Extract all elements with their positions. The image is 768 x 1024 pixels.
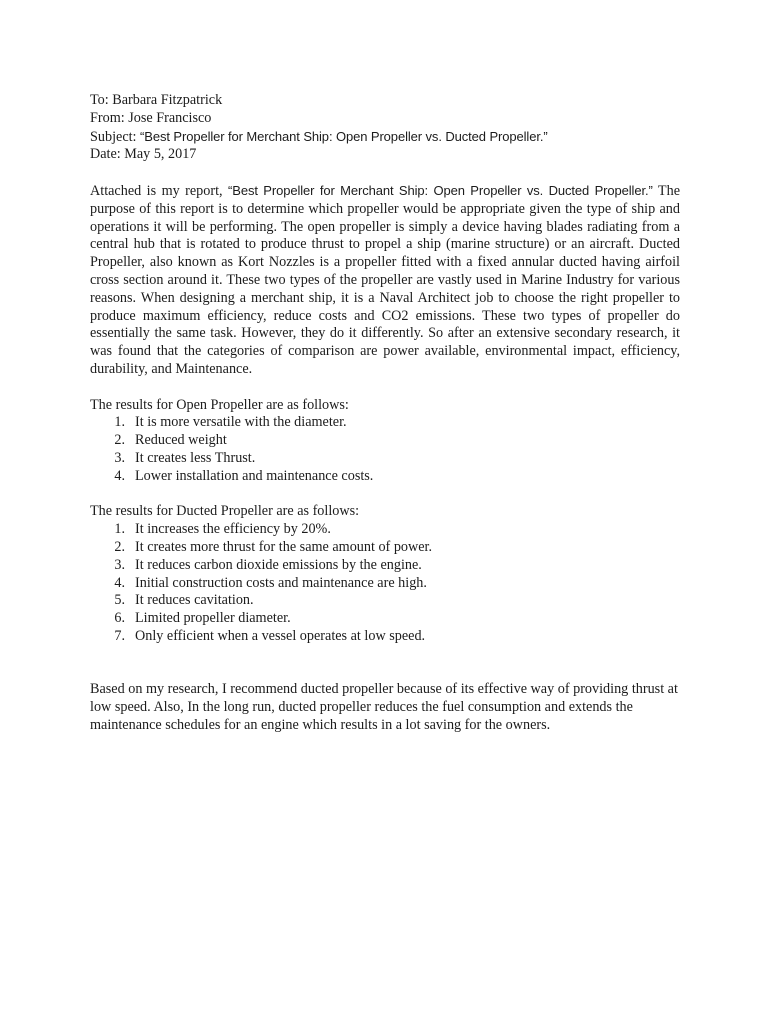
conclusion-paragraph: Based on my research, I recommend ducted propeller because of its effective way of providing thrust at low speed. Also, In the long run, ducted propeller reduces the fuel consumption and extends the maintenance schedules for an engine which results in a lot saving for the owners.	[90, 681, 678, 733]
spacer	[90, 646, 680, 664]
list-item	[90, 575, 680, 593]
memo-date: Date: May 5, 2017	[90, 146, 197, 163]
memo-subject-prefix: Subject:	[90, 128, 141, 145]
list-item-text: It reduces carbon dioxide emissions by the engine.	[135, 556, 422, 573]
list-item-text: It reduces cavitation.	[135, 592, 254, 609]
open-results-list	[90, 414, 680, 485]
list-item-number: 2.	[114, 538, 125, 555]
list-item-text: Limited propeller diameter.	[135, 610, 291, 627]
spacer	[90, 664, 680, 682]
spacer	[90, 379, 680, 397]
list-item-number: 2.	[114, 432, 125, 449]
memo-from: From: Jose Francisco	[90, 109, 212, 126]
list-item-text: Lower installation and maintenance costs.	[135, 467, 374, 484]
list-item-number: 4.	[114, 467, 125, 484]
list-item-number: 3.	[114, 449, 125, 466]
list-item-text: Reduced weight	[135, 432, 227, 449]
list-item	[90, 521, 680, 539]
list-item-number: 4.	[114, 574, 125, 591]
list-item	[90, 628, 680, 646]
intro-paragraph	[90, 182, 680, 379]
memo-to: To: Barbara Fitzpatrick	[90, 92, 223, 108]
list-item-text: It creates more thrust for the same amount of power.	[135, 538, 433, 555]
ducted-results-list	[90, 521, 680, 646]
list-item-number: 1.	[114, 414, 125, 431]
list-item	[90, 432, 680, 450]
list-item-number: 7.	[114, 627, 125, 644]
list-item-text: Only efficient when a vessel operates at low speed.	[135, 627, 426, 644]
intro-body: The purpose of this report is to determine which propeller would be appropriate given the type of ship and operations it will be performing. The open propeller is simply a device having blades radiating from a central hub that is rotated to produce thrust to propel a ship (marine structure) or an aircraft. Ducted Propeller, also known as Kort Nozzles is a propeller fitted with a fixed annular ducted having airfoil cross section around it. These two types of the propeller are vastly used in Marine Industry for various reasons. When designing a merchant ship, it is a Naval Architect job to choose the right propeller to produce maximum efficiency, reduce costs and CO2 emissions. These two types of propeller do essentially the same task. However, they do it differently. So after an extensive secondary research, it was found that the categories of comparison are power available, environmental impact, efficiency, durability, and Maintenance.	[90, 182, 680, 377]
memo-subject-title: “Best Propeller for Merchant Ship: Open Propeller vs. Ducted Propeller.”	[140, 128, 548, 144]
spacer	[90, 486, 680, 504]
list-item-text: It increases the efficiency by 20%.	[135, 521, 331, 538]
list-item-text: It is more versatile with the diameter.	[135, 414, 347, 431]
list-item-number: 5.	[114, 592, 125, 609]
ducted-results-heading: The results for Ducted Propeller are as follows:	[90, 503, 360, 520]
list-item	[90, 592, 680, 610]
spacer	[90, 164, 680, 182]
intro-lead: Attached is my report,	[90, 182, 229, 199]
memo-page	[90, 92, 680, 735]
intro-report-title: “Best Propeller for Merchant Ship: Open Propeller vs. Ducted Propeller.”	[228, 182, 653, 198]
list-item-text: Initial construction costs and maintenance are high.	[135, 574, 427, 591]
list-item	[90, 610, 680, 628]
list-item-number: 6.	[114, 610, 125, 627]
list-item	[90, 557, 680, 575]
memo-subject	[90, 128, 680, 147]
list-item-number: 3.	[114, 556, 125, 573]
list-item	[90, 468, 680, 486]
list-item	[90, 539, 680, 557]
list-item	[90, 414, 680, 432]
list-item-number: 1.	[114, 521, 125, 538]
list-item-text: It creates less Thrust.	[135, 449, 256, 466]
open-results-heading: The results for Open Propeller are as follows:	[90, 396, 349, 413]
list-item	[90, 450, 680, 468]
